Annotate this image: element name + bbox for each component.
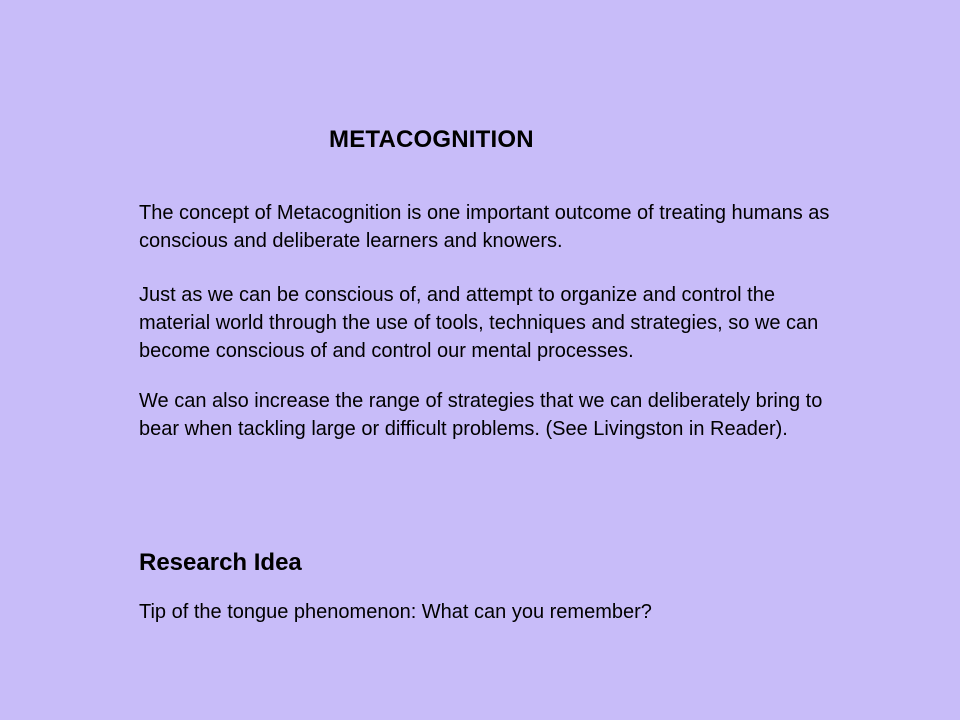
research-idea-text: Tip of the tongue phenomenon: What can you remember? [139,601,652,623]
research-idea-heading: Research Idea [139,549,302,576]
paragraph-strategies: We can also increase the range of strategies that we can deliberately bring to bear when tackling large or difficult problems. (See Livingston in Reader). [139,390,823,440]
paragraph-conscious-control: Just as we can be conscious of, and attempt to organize and control the material world through the use of tools, techniques and strategies, so we can become conscious of and control our mental processes. [139,284,819,362]
slide-title: METACOGNITION [329,126,534,153]
paragraph-concept: The concept of Metacognition is one important outcome of treating humans as conscious and deliberate learners and knowers. [139,202,830,252]
